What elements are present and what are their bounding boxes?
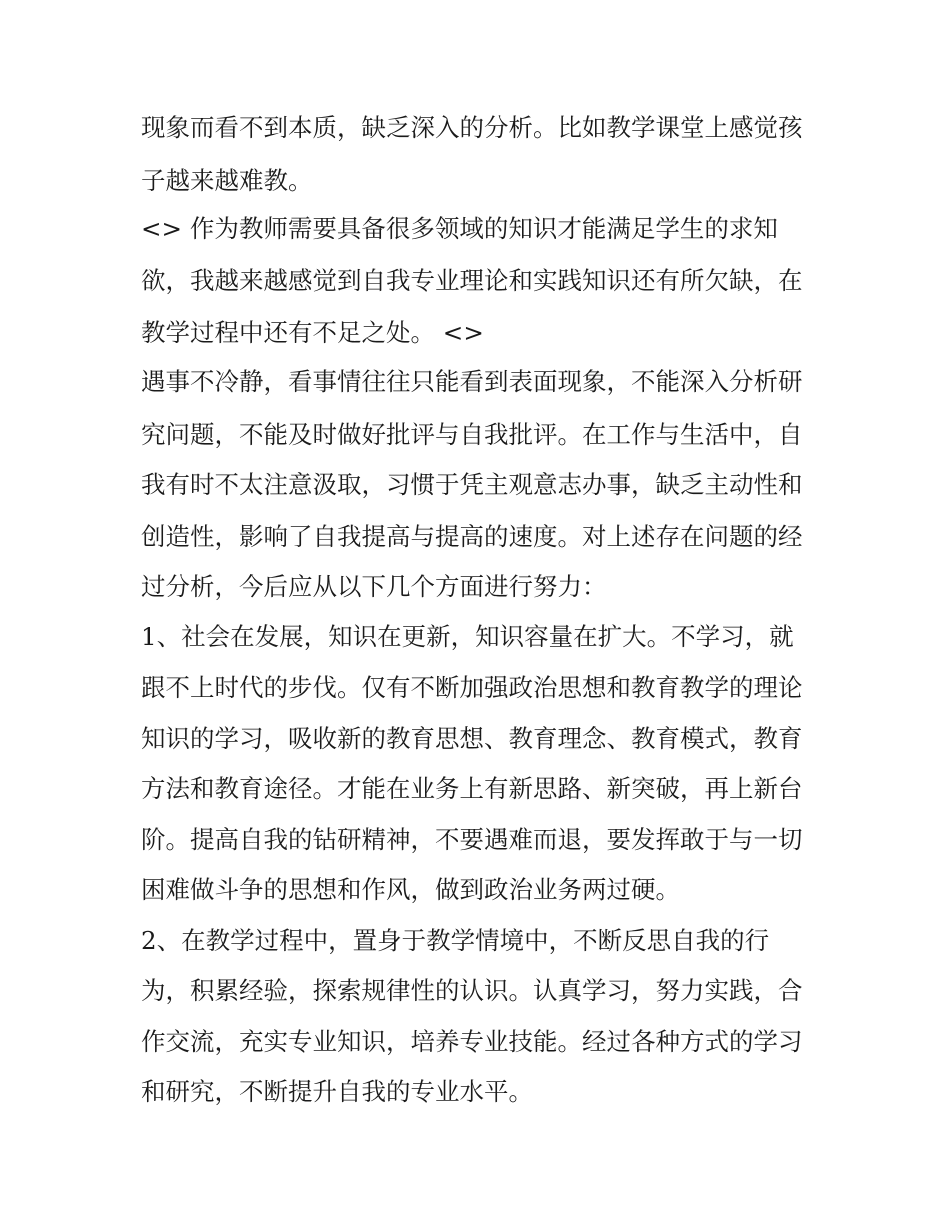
text-line: 究问题，不能及时做好批评与自我批评。在工作与生活中，自 xyxy=(141,420,803,449)
text-line: 方法和教育途径。才能在业务上有新思路、新突破，再上新台 xyxy=(141,774,803,803)
text-line: 知识的学习，吸收新的教育思想、教育理念、教育模式，教育 xyxy=(141,724,803,753)
text-line: 现象而看不到本质，缺乏深入的分析。比如教学课堂上感觉孩 xyxy=(141,113,803,142)
text-line: 困难做斗争的思想和作风，做到政治业务两过硬。 xyxy=(141,875,680,904)
text-line: 过分析，今后应从以下几个方面进行努力： xyxy=(141,572,607,601)
text-line: 2、在教学过程中，置身于教学情境中，不断反思自我的行 xyxy=(141,926,770,955)
text-line: 为，积累经验，探索规律性的认识。认真学习，努力实践，合 xyxy=(141,976,803,1005)
text-line: 作交流，充实专业知识，培养专业技能。经过各种方式的学习 xyxy=(141,1027,803,1056)
text-line: 遇事不冷静，看事情往往只能看到表面现象，不能深入分析研 xyxy=(141,367,803,396)
text-line: 创造性，影响了自我提高与提高的速度。对上述存在问题的经 xyxy=(141,522,803,551)
text-line: 阶。提高自我的钻研精神，不要遇难而退，要发挥敢于与一切 xyxy=(141,825,803,854)
text-line: 我有时不太注意汲取，习惯于凭主观意志办事，缺乏主动性和 xyxy=(141,470,803,499)
text-line: 跟不上时代的步伐。仅有不断加强政治思想和教育教学的理论 xyxy=(141,673,803,702)
text-line: 和研究，不断提升自我的专业水平。 xyxy=(141,1077,533,1106)
text-line: 子越来越难教。 xyxy=(141,166,313,195)
text-line: 欲，我越来越感觉到自我专业理论和实践知识还有所欠缺，在 xyxy=(141,266,803,295)
text-line: <> 作为教师需要具备很多领域的知识才能满足学生的求知 xyxy=(141,214,778,243)
text-line: 教学过程中还有不足之处。 <> xyxy=(141,318,484,347)
text-line: 1、社会在发展，知识在更新，知识容量在扩大。不学习，就 xyxy=(141,622,794,651)
